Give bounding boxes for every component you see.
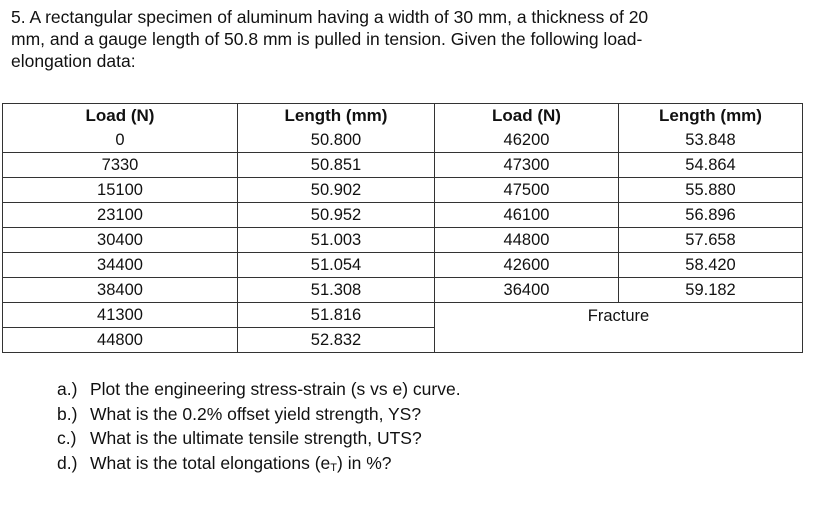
table-cell: 46100 <box>435 203 619 228</box>
table-row <box>3 278 803 303</box>
fracture-label: Fracture <box>587 306 650 325</box>
question-letter: d.) <box>57 452 78 473</box>
table-cell: 46200 <box>435 128 619 153</box>
header-length-2: Length (mm) <box>619 104 803 129</box>
question-list <box>57 377 461 478</box>
problem-number: 5. <box>11 7 26 27</box>
problem-text-1: A rectangular specimen of aluminum having a width of 30 mm, a thickness of 20 <box>29 7 649 27</box>
table-cell: 59.182 <box>619 278 803 303</box>
table-row <box>3 128 803 153</box>
table-cell: 44800 <box>3 328 238 353</box>
question-text: What is the ultimate tensile strength, UTS? <box>90 428 422 448</box>
table-cell: 15100 <box>3 178 238 203</box>
table-cell: 42600 <box>435 253 619 278</box>
table-row <box>3 153 803 178</box>
table-cell: 30400 <box>3 228 238 253</box>
problem-line-2: mm, and a gauge length of 50.8 mm is pulled in tension. Given the following load- <box>11 29 643 49</box>
table-cell: 56.896 <box>619 203 803 228</box>
question-letter: b.) <box>57 403 78 424</box>
table-row <box>3 203 803 228</box>
question-c <box>57 426 461 451</box>
table-cell: 52.832 <box>238 328 435 353</box>
table-cell: 55.880 <box>619 178 803 203</box>
question-b <box>57 402 461 427</box>
question-a <box>57 377 461 402</box>
problem-line-1 <box>11 6 801 28</box>
load-elongation-table <box>2 103 803 353</box>
table-cell: 50.902 <box>238 178 435 203</box>
table-cell: 41300 <box>3 303 238 328</box>
problem-statement <box>11 6 801 72</box>
problem-line-3: elongation data: <box>11 51 136 71</box>
table-cell: 0 <box>3 128 238 153</box>
table-cell: 47500 <box>435 178 619 203</box>
table-cell: 34400 <box>3 253 238 278</box>
question-letter: c.) <box>57 428 77 448</box>
question-subscript: T <box>330 461 338 474</box>
table-row <box>3 228 803 253</box>
question-text: Plot the engineering stress-strain (s vs e) curve. <box>90 379 461 399</box>
table-cell: 44800 <box>435 228 619 253</box>
table-cell: 51.816 <box>238 303 435 328</box>
table-cell: 36400 <box>435 278 619 303</box>
table-cell: 23100 <box>3 203 238 228</box>
header-load-2: Load (N) <box>435 104 619 129</box>
header-load-1: Load (N) <box>3 104 238 129</box>
table-cell: 47300 <box>435 153 619 178</box>
table-cell: 51.308 <box>238 278 435 303</box>
table-cell: 50.800 <box>238 128 435 153</box>
question-text-before: What is the total elongations (e <box>90 452 331 473</box>
question-text: What is the 0.2% offset yield strength, YS? <box>90 403 422 424</box>
table-cell: 54.864 <box>619 153 803 178</box>
table-cell: 58.420 <box>619 253 803 278</box>
table-cell: 53.848 <box>619 128 803 153</box>
question-letter: a.) <box>57 379 78 399</box>
question-d <box>57 451 461 479</box>
table-row <box>3 178 803 203</box>
table-cell: 57.658 <box>619 228 803 253</box>
table-row <box>3 303 803 328</box>
question-text-after: ) in %? <box>337 452 392 473</box>
header-length-1: Length (mm) <box>238 104 435 129</box>
table-cell: 50.952 <box>238 203 435 228</box>
table-cell: 38400 <box>3 278 238 303</box>
table-cell: 51.054 <box>238 253 435 278</box>
table-cell: 7330 <box>3 153 238 178</box>
table-row <box>3 253 803 278</box>
table-header-row <box>3 104 803 129</box>
table-cell: 51.003 <box>238 228 435 253</box>
table-cell: 50.851 <box>238 153 435 178</box>
fracture-cell <box>435 303 803 353</box>
